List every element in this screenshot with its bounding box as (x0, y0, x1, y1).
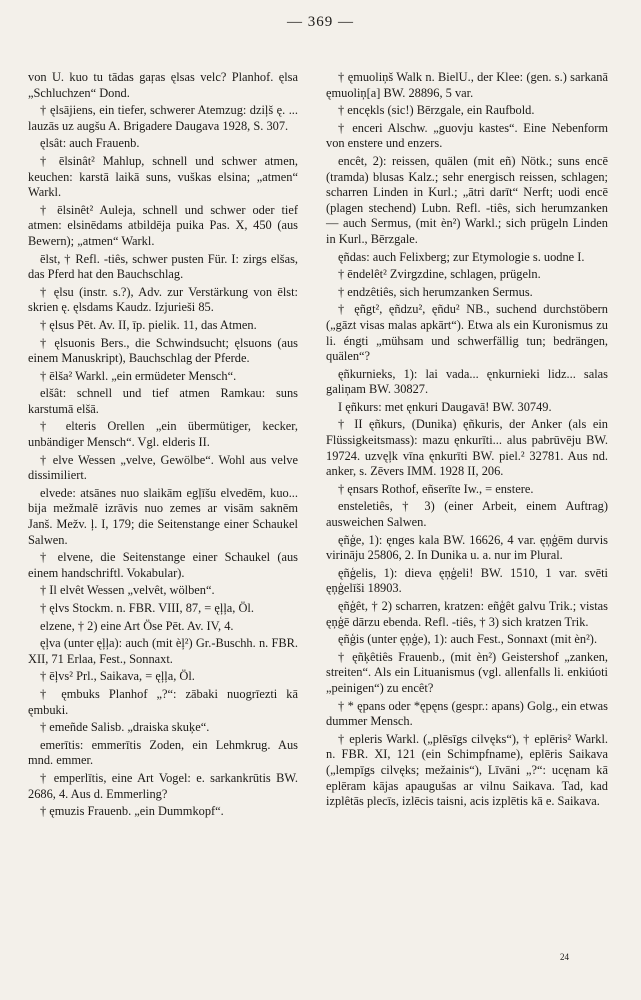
dictionary-entry: † ęmuzis Frauenb. „ein Dummkopf“. (40, 804, 224, 819)
dictionary-entry: † ęlsus Pēt. Av. II, īp. pielik. 11, das Atmen. (40, 317, 257, 332)
dictionary-entry: † ęmuoliņš Walk n. BielU., der Klee: (gen. s.) sarkanā ęmuoliņ[a] BW. 28896, 5 var. (326, 70, 608, 100)
dictionary-entry: I ęñkurs: met ęnkuri Daugavā! BW. 30749. (338, 399, 552, 414)
dictionary-entry: † epleris Warkl. („plēsīgs cilvęks“), † eplēris² Warkl. n. FBR. XI, 121 (ein Schimpfname), eplēris Saikava („lempīgs cilvęks; mežainis“), Līvāni „?“: ucęnam kā eplēram kājas apaugušas ar vilnu Saikava. Tad, kad izplêtās plecīs, izlēcis taisni, acis izplētis kā e. Saikava. (326, 731, 608, 809)
dictionary-entry: † enceri Alschw. „guovju kastes“. Eine Nebenform von enstere und enzers. (326, 120, 608, 151)
dictionary-entry: ēlst, † Refl. -tiês, schwer pusten Für. I: zirgs elšas, das Pferd hat den Bauchschlag. (28, 251, 298, 282)
dictionary-entry: † ēlsinât² Mahlup, schnell und schwer atmen, keuchen: karstā laikā suns, vuškas elsina; „atmen“ Warkl. (28, 153, 298, 200)
dictionary-entry: † emperlītis, eine Art Vogel: e. sarkankrūtis BW. 2686, 4. Aus d. Emmerling? (28, 770, 298, 801)
dictionary-entry: † ęlsājiens, ein tiefer, schwerer Atemzug: dziļš ę. ... lauzās uz augšu A. Brigadere Daugava 1928, S. 307. (28, 103, 298, 133)
dictionary-entry: † ęlvs Stockm. n. FBR. VIII, 87, = ęļļa, Öl. (40, 601, 254, 615)
dictionary-entry: † ęñgt², ęñdzu², ęñdu² NB., suchend durchstöbern („gāzt visas malas apkārt“). Etwa als ein Kuronismus zu li. éngti „mühsam und schwerfällig tun; bedrängen, quälen“? (326, 302, 608, 364)
dictionary-entry: ęlsât: auch Frauenb. (40, 136, 140, 151)
dictionary-entry: ęñkurnieks, 1): lai vada... ęnkurnieki lidz... salas galiņam BW. 30827. (326, 366, 608, 397)
dictionary-entry: von U. kuo tu tādas gaŗas ęlsas velc? Planhof. ęlsa „Schluchzen“ Dond. (28, 70, 298, 100)
dictionary-entry: † ēndelêt² Zvirgzdine, schlagen, prügeln. (338, 267, 541, 282)
dictionary-entry: elvede: atsānes nuo slaikām egļīšu elvedēm, kuo... bija mežmalē izrāvis nuo zemes ar visām saknēm Janš. Mežv. ļ. I, 179; die Seitenstange einer Schaukel Salwen. (28, 485, 298, 547)
dictionary-entry: ęñģis (unter ęņģe), 1): auch Fest., Sonnaxt (mit èn²). (338, 632, 598, 647)
dictionary-entry: ęñģelis, 1): dieva ęņģeli! BW. 1510, 1 var. svēti ęņģelīši 18903. (326, 565, 608, 596)
dictionary-entry: † * ępans oder *ępęns (gespr.: apans) Golg., ein etwas dummer Mensch. (326, 698, 608, 729)
dictionary-entry: ęñģe, 1): ęnges kala BW. 16626, 4 var. ęņģēm durvis virināju 25806, 2. In Dunika u. a. nur im Plural. (326, 532, 608, 563)
right-column (326, 70, 608, 812)
dictionary-entry: † elve Wessen „velve, Gewölbe“. Wohl aus velve dissimiliert. (28, 452, 298, 483)
dictionary-entry: † ęlsuonis Bers., die Schwindsucht; ęlsuons (aus einem Manuskript), Bauchschlag der Pferde. (28, 335, 298, 366)
printer-signature: 24 (560, 952, 569, 962)
dictionary-entry: ęļva (unter ęļļa): auch (mit èļ²) Gr.-Buschh. n. FBR. XII, 71 Erlaa, Fest., Sonnaxt. (28, 636, 298, 666)
dictionary-entry: † ęmbuks Planhof „?“: zābaki nuogrīezti kā ęmbuki. (28, 686, 298, 717)
dictionary-entry: † elteris Orellen „ein übermütiger, kecker, unbändiger Mensch“. Vgl. elderis II. (28, 419, 298, 450)
dictionary-entry: ęñdas: auch Felixberg; zur Etymologie s. uodne I. (338, 249, 585, 264)
dictionary-entry: ęñģêt, † 2) scharren, kratzen: eñģêt galvu Trik.; vistas ęņģē dārzu ebenda. Refl. -tiês, † 3) sich kratzen Trik. (326, 599, 608, 629)
left-column (28, 70, 298, 822)
dictionary-entry: † ēlsinêt² Auleja, schnell und schwer oder tief atmen: elsinēdams atbildēja puika Pas. X, 450 (aus Bewern); „atmen“ Warkl. (28, 202, 298, 248)
dictionary-entry: † endzêtiês, sich herumzanken Sermus. (338, 284, 533, 299)
dictionary-entry: emerītis: emmerītis Zoden, ein Lehmkrug. Aus mnd. emmer. (28, 737, 298, 768)
dictionary-entry: † encękls (sic!) Bērzgale, ein Raufbold. (338, 103, 535, 118)
dictionary-entry: † ęnsars Rothof, eñserīte Iw., = enstere. (338, 481, 534, 496)
dictionary-entry: encêt, 2): reissen, quälen (mit eñ) Nötk.; suns encē (tramda) blusas Kalz.; sehr energisch reissen, schlagen; scharren Linden in Kurl.; „ātri darīt“ Nerft; uodi encē (plagen stechend) Lubn. Refl. -tiês, sich herumzanken — auch Sermus, (mit èn²) Warkl.; sich prügeln Linden in Kurl., Bērzgale. (326, 153, 608, 246)
dictionary-entry: † ęñķêtiês Frauenb., (mit èn²) Geistershof „zanken, streiten“. Als ein Lituanismus (vgl. allenfalls li. enkiúoti „peinigen“) zu encêt? (326, 649, 608, 695)
dictionary-entry: † elvene, die Seitenstange einer Schaukel (aus einem handschriftl. Vokabular). (28, 550, 298, 580)
dictionary-entry: elzene, † 2) eine Art Öse Pēt. Av. IV, 4. (40, 618, 234, 633)
dictionary-entry: † ēļvs² Prl., Saikava, = ęļļa, Öl. (40, 669, 195, 684)
dictionary-entry: ensteletiês, † 3) (einer Arbeit, einem Auftrag) ausweichen Salwen. (326, 499, 608, 530)
dictionary-entry: † Il elvêt Wessen „velvêt, wölben“. (40, 583, 215, 598)
dictionary-entry: † ēlša² Warkl. „ein ermüdeter Mensch“. (40, 368, 237, 383)
page-number: — 369 — (287, 14, 354, 30)
dictionary-entry: elšât: schnell und tief atmen Ramkau: suns karstumā elšā. (28, 386, 298, 416)
dictionary-entry: † ęlsu (instr. s.?), Adv. zur Verstärkung von ēlst: skrien ę. ęlsdams Kaudz. Izjurieši 85. (28, 284, 298, 315)
dictionary-entry: † emeñde Salisb. „draiska skuķe“. (40, 720, 210, 735)
dictionary-entry: † II ęñkurs, (Dunika) ęñkuris, der Anker (als ein Flüssigkeitsmass): mazu ęnkurīti... alus pabrūvēju BW. 19724. uzvęļk vīna ęnkurīti BW. piel.² 32781. Aus nd. anker, s. Zēvers IMM. 1928 II, 206. (326, 417, 608, 479)
